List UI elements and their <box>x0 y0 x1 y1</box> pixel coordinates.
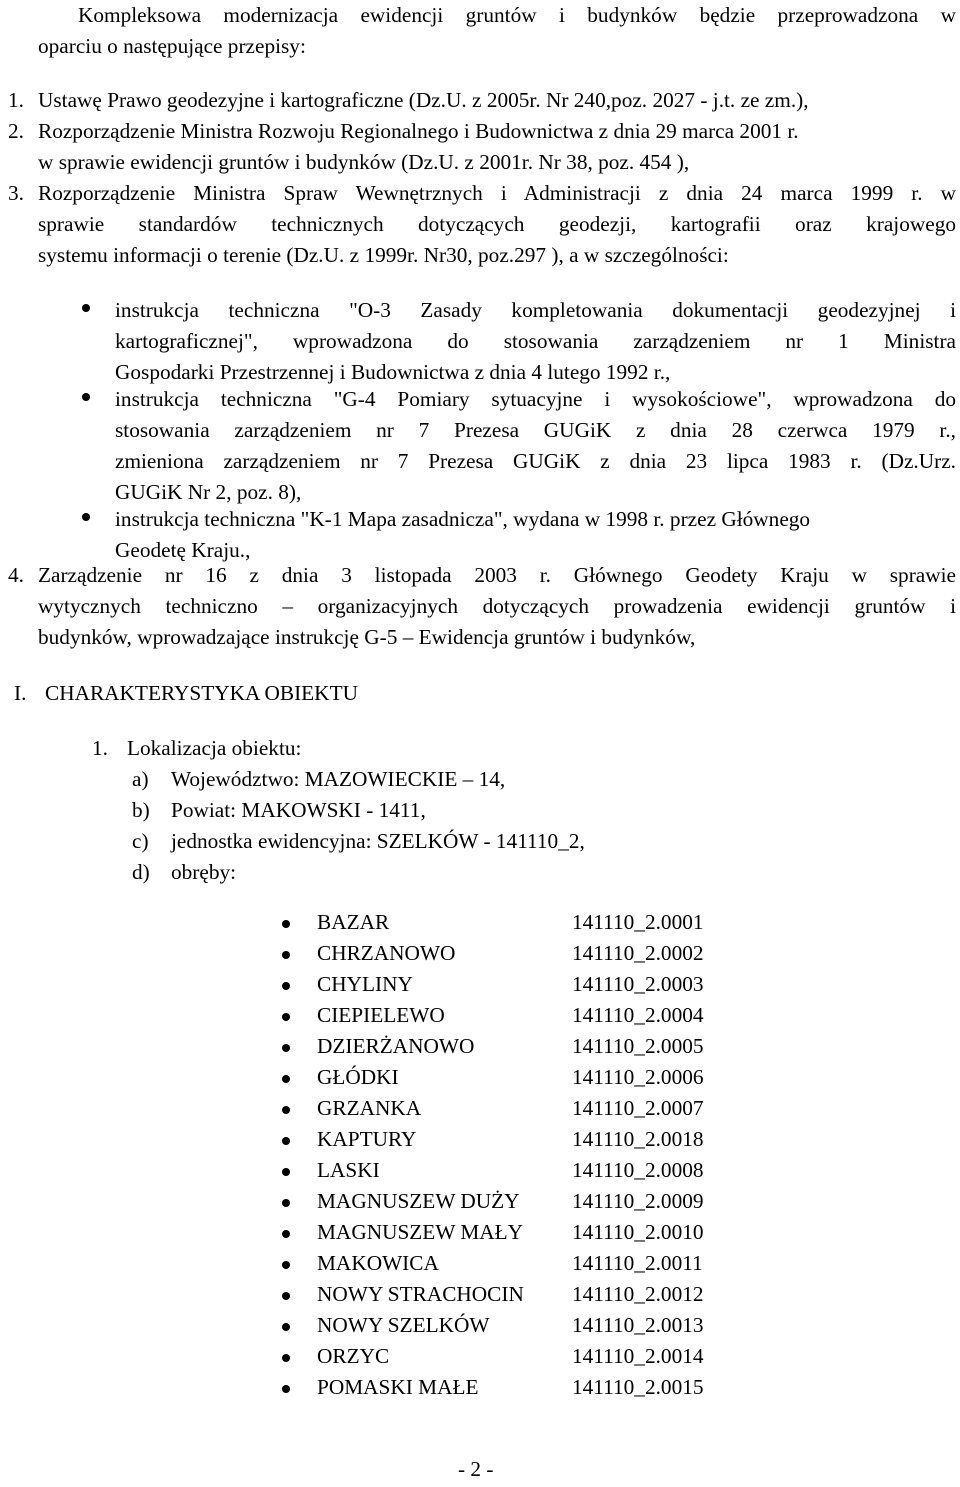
obreb-code: 141110_2.0004 <box>572 1003 704 1027</box>
bullet-icon <box>82 393 90 401</box>
bullet-icon <box>282 982 290 990</box>
intro-line-2: oparciu o następujące przepisy: <box>38 34 306 58</box>
bullet-icon <box>282 1323 290 1331</box>
bullet-icon <box>282 1137 290 1145</box>
bullet-icon <box>282 1013 290 1021</box>
location-item-d-letter: d) <box>132 860 150 884</box>
location-item-c-text: jednostka ewidencyjna: SZELKÓW - 141110_2, <box>171 829 585 853</box>
obreb-name: POMASKI MAŁE <box>317 1375 479 1399</box>
instruction-3-line-2: Geodetę Kraju., <box>115 538 251 562</box>
location-item-a-letter: a) <box>132 767 149 791</box>
bullet-icon <box>282 1199 290 1207</box>
instruction-3-line-1: instrukcja techniczna "K-1 Mapa zasadnicza", wydana w 1998 r. przez Głównego <box>115 507 811 531</box>
bullet-icon <box>282 1385 290 1393</box>
reg-4-line-3: budynków, wprowadzające instrukcję G-5 – Ewidencja gruntów i budynków, <box>38 625 696 649</box>
obreb-name: CHRZANOWO <box>317 941 456 965</box>
obreb-name: GŁÓDKI <box>317 1065 399 1089</box>
reg-3-number: 3. <box>8 181 24 205</box>
reg-3-line-1: Rozporządzenie Ministra Spraw Wewnętrznych i Administracji z dnia 24 marca 1999 r. w <box>38 181 956 205</box>
instruction-1-line-2: kartograficznej", wprowadzona do stosowania zarządzeniem nr 1 Ministra <box>115 329 956 353</box>
obreb-name: CIEPIELEWO <box>317 1003 445 1027</box>
obreb-code: 141110_2.0009 <box>572 1189 704 1213</box>
bullet-icon <box>282 1044 290 1052</box>
location-heading: Lokalizacja obiektu: <box>127 736 302 760</box>
instruction-1-line-1: instrukcja techniczna "O-3 Zasady kompletowania dokumentacji geodezyjnej i <box>115 298 956 322</box>
bullet-icon <box>282 1168 290 1176</box>
obreb-code: 141110_2.0008 <box>572 1158 704 1182</box>
reg-4-number: 4. <box>8 563 24 587</box>
reg-1-number: 1. <box>8 88 24 112</box>
location-number: 1. <box>92 736 108 760</box>
obreb-code: 141110_2.0005 <box>572 1034 704 1058</box>
reg-3-line-2: sprawie standardów technicznych dotyczących geodezji, kartografii oraz krajowego <box>38 212 956 236</box>
obreb-name: GRZANKA <box>317 1096 422 1120</box>
obreb-name: MAKOWICA <box>317 1251 439 1275</box>
obreb-name: MAGNUSZEW MAŁY <box>317 1220 524 1244</box>
obreb-name: NOWY STRACHOCIN <box>317 1282 524 1306</box>
reg-4-line-1: Zarządzenie nr 16 z dnia 3 listopada 2003 r. Głównego Geodety Kraju w sprawie <box>38 563 956 587</box>
reg-2-number: 2. <box>8 119 24 143</box>
page-number: - 2 - <box>458 1457 494 1481</box>
obreb-name: KAPTURY <box>317 1127 417 1151</box>
instruction-2-line-3: zmieniona zarządzeniem nr 7 Prezesa GUGiK z dnia 23 lipca 1983 r. (Dz.Urz. <box>115 449 956 473</box>
bullet-icon <box>282 1261 290 1269</box>
location-item-b-letter: b) <box>132 798 150 822</box>
obreb-name: LASKI <box>317 1158 380 1182</box>
obreb-name: DZIERŻANOWO <box>317 1034 475 1058</box>
obreb-name: NOWY SZELKÓW <box>317 1313 490 1337</box>
instruction-2-line-2: stosowania zarządzeniem nr 7 Prezesa GUGiK z dnia 28 czerwca 1979 r., <box>115 418 956 442</box>
reg-2-line-2: w sprawie ewidencji gruntów i budynków (Dz.U. z 2001r. Nr 38, poz. 454 ), <box>38 150 690 174</box>
bullet-icon <box>282 1292 290 1300</box>
bullet-icon <box>82 513 90 521</box>
obreb-code: 141110_2.0014 <box>572 1344 704 1368</box>
obreb-code: 141110_2.0018 <box>572 1127 704 1151</box>
bullet-icon <box>282 920 290 928</box>
obreb-code: 141110_2.0010 <box>572 1220 704 1244</box>
instruction-2-line-1: instrukcja techniczna "G-4 Pomiary sytuacyjne i wysokościowe", wprowadzona do <box>115 387 956 411</box>
obreb-code: 141110_2.0002 <box>572 941 704 965</box>
bullet-icon <box>282 951 290 959</box>
instruction-1-line-3: Gospodarki Przestrzennej i Budownictwa z dnia 4 lutego 1992 r., <box>115 360 671 384</box>
obreb-code: 141110_2.0012 <box>572 1282 704 1306</box>
bullet-icon <box>282 1075 290 1083</box>
reg-2-line-1: Rozporządzenie Ministra Rozwoju Regionalnego i Budownictwa z dnia 29 marca 2001 r. <box>38 119 799 143</box>
bullet-icon <box>282 1354 290 1362</box>
obreb-name: ORZYC <box>317 1344 390 1368</box>
bullet-icon <box>82 304 90 312</box>
section-title: CHARAKTERYSTYKA OBIEKTU <box>45 681 358 705</box>
section-number: I. <box>14 681 27 705</box>
location-item-d-text: obręby: <box>171 860 237 884</box>
location-item-b-text: Powiat: MAKOWSKI - 1411, <box>171 798 426 822</box>
instruction-2-line-4: GUGiK Nr 2, poz. 8), <box>115 480 302 504</box>
bullet-icon <box>282 1230 290 1238</box>
obreb-name: MAGNUSZEW DUŻY <box>317 1189 520 1213</box>
location-item-c-letter: c) <box>132 829 149 853</box>
location-item-a-text: Województwo: MAZOWIECKIE – 14, <box>171 767 506 791</box>
obreb-name: BAZAR <box>317 910 390 934</box>
bullet-icon <box>282 1106 290 1114</box>
obreb-code: 141110_2.0015 <box>572 1375 704 1399</box>
intro-line-1: Kompleksowa modernizacja ewidencji gruntów i budynków będzie przeprowadzona w <box>78 3 956 27</box>
obreb-code: 141110_2.0001 <box>572 910 704 934</box>
obreb-code: 141110_2.0003 <box>572 972 704 996</box>
obreb-code: 141110_2.0011 <box>572 1251 703 1275</box>
reg-3-line-3: systemu informacji o terenie (Dz.U. z 1999r. Nr30, poz.297 ), a w szczególności: <box>38 243 729 267</box>
obreb-code: 141110_2.0007 <box>572 1096 704 1120</box>
obreb-name: CHYLINY <box>317 972 413 996</box>
reg-1-text: Ustawę Prawo geodezyjne i kartograficzne (Dz.U. z 2005r. Nr 240,poz. 2027 - j.t. ze zm.), <box>38 88 809 112</box>
reg-4-line-2: wytycznych techniczno – organizacyjnych dotyczących prowadzenia ewidencji gruntów i <box>38 594 956 618</box>
obreb-code: 141110_2.0006 <box>572 1065 704 1089</box>
obreb-code: 141110_2.0013 <box>572 1313 704 1337</box>
